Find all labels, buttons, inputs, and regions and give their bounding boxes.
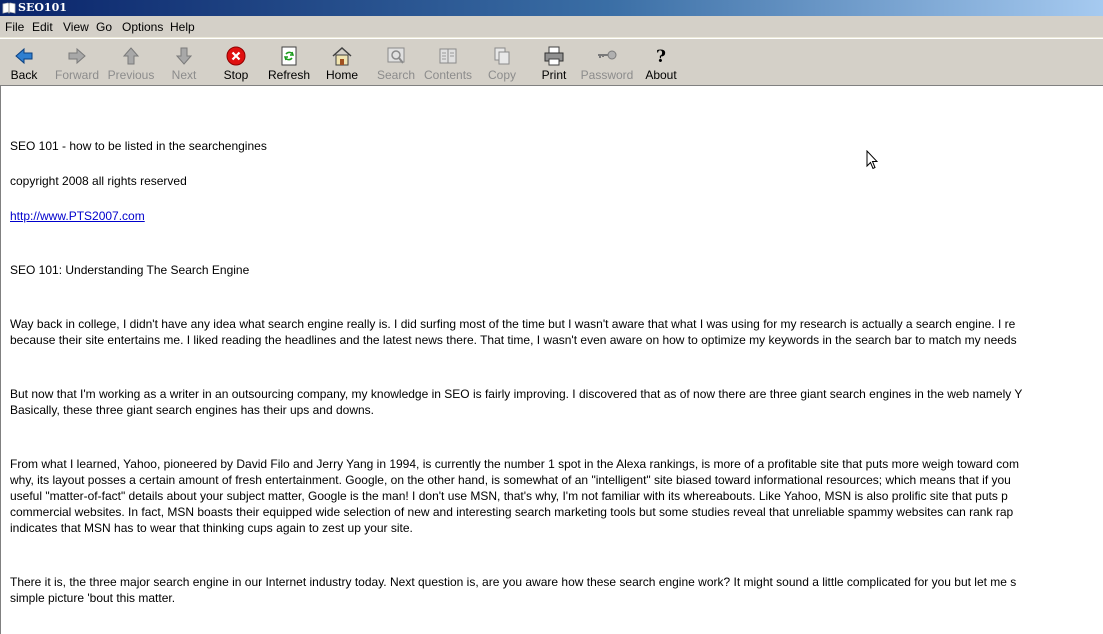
menu-bar [0, 16, 1103, 38]
stop-button[interactable] [216, 43, 256, 83]
print-button[interactable] [534, 43, 574, 83]
arrow-left-icon [13, 45, 35, 67]
section-title: SEO 101: Understanding The Search Engine [10, 263, 250, 277]
search-label: Search [376, 68, 416, 82]
question-icon [650, 45, 672, 67]
home-button[interactable] [322, 43, 362, 83]
back-button[interactable] [4, 43, 44, 83]
paragraph-3-line-5: indicates that MSN has to wear that thinking cups again to zest up your site. [10, 521, 413, 535]
paragraph-2-line-2: Basically, these three giant search engines has their ups and downs. [10, 403, 374, 417]
menu-help[interactable]: Help [170, 20, 195, 34]
paragraph-2-line-1: But now that I'm working as a writer in an outsourcing company, my knowledge in SEO is fairly improving. I discovered that as of now there are three giant search engines in the web namely Y [10, 387, 1023, 401]
paragraph-4-line-2: simple picture 'bout this matter. [10, 591, 176, 605]
paragraph-3-line-4: commercial websites. In fact, MSN boasts their equipped wide selection of new and interesting search marketing tools but some studies reveal that unreliable spammy websites can rank rap [10, 505, 1014, 519]
paragraph-3-line-1: From what I learned, Yahoo, pioneered by David Filo and Jerry Yang in 1994, is currently the number 1 spot in the Alexa rankings, is more of a profitable site that puts more weigh toward com [10, 457, 1019, 471]
paragraph-3-line-2: why, its layout posses a certain amount of fresh entertainment. Google, on the other hand, is somewhat of an "intelligent" site biased toward informational resources; which means that if you [10, 473, 1011, 487]
next-button[interactable] [164, 43, 204, 83]
paragraph-1-line-2: because their site entertains me. I liked reading the headlines and the latest news there. That time, I wasn't even aware on how to optimize my keywords in the search bar to match my needs [10, 333, 1017, 347]
contents-label: Contents [424, 68, 473, 82]
search-icon [385, 45, 407, 67]
refresh-icon [278, 45, 300, 67]
copy-icon [491, 45, 513, 67]
website-link[interactable]: http://www.PTS2007.com [10, 209, 145, 223]
contents-icon [437, 45, 459, 67]
menu-view[interactable]: View [63, 20, 89, 34]
stop-label: Stop [223, 68, 249, 82]
paragraph-3-line-3: useful "matter-of-fact" details about your subject matter, Google is the man! I don't use MSN, that's why, I'm not familiar with its whereabouts. Like Yahoo, MSN is also prolific site that puts p [10, 489, 1008, 503]
refresh-button[interactable] [266, 43, 312, 83]
arrow-down-icon [173, 45, 195, 67]
printer-icon [543, 45, 565, 67]
previous-button[interactable] [106, 43, 156, 83]
copy-button[interactable] [482, 43, 522, 83]
about-label: About [645, 68, 677, 82]
menu-edit[interactable]: Edit [32, 20, 53, 34]
search-button[interactable] [374, 43, 418, 83]
print-label: Print [541, 68, 567, 82]
document-view[interactable] [0, 85, 1103, 634]
arrow-up-icon [120, 45, 142, 67]
next-label: Next [171, 68, 197, 82]
forward-button[interactable] [52, 43, 102, 83]
window-title: SEO101 [18, 1, 67, 14]
copy-label: Copy [487, 68, 516, 82]
home-label: Home [325, 68, 358, 82]
svg-text:?: ? [656, 47, 666, 67]
mouse-cursor-icon [866, 150, 878, 170]
menu-file[interactable]: File [5, 20, 25, 34]
menu-options[interactable]: Options [122, 20, 164, 34]
about-button[interactable] [640, 43, 682, 83]
book-icon [2, 2, 16, 14]
key-icon [596, 45, 618, 67]
paragraph-4-line-1: There it is, the three major search engine in our Internet industry today. Next question is, are you aware how these search engine work? It might sound a little complicated for you but let me s [10, 575, 1017, 589]
back-label: Back [10, 68, 38, 82]
contents-button[interactable] [424, 43, 472, 83]
password-button[interactable] [580, 43, 634, 83]
password-label: Password [580, 68, 634, 82]
paragraph-1-line-1: Way back in college, I didn't have any idea what search engine really is. I did surfing most of the time but I wasn't aware that what I was using for my research is actually a search engine. I re [10, 317, 1016, 331]
toolbar [0, 38, 1103, 86]
title-bar[interactable] [0, 0, 1103, 16]
menu-go[interactable]: Go [96, 20, 113, 34]
link-line [10, 208, 145, 224]
home-icon [331, 45, 353, 67]
copyright-text: copyright 2008 all rights reserved [10, 174, 187, 188]
forward-label: Forward [54, 68, 99, 82]
document-heading: SEO 101 - how to be listed in the searchengines [10, 139, 267, 153]
refresh-label: Refresh [267, 68, 311, 82]
arrow-right-icon [66, 45, 88, 67]
previous-label: Previous [107, 68, 155, 82]
stop-icon [225, 45, 247, 67]
